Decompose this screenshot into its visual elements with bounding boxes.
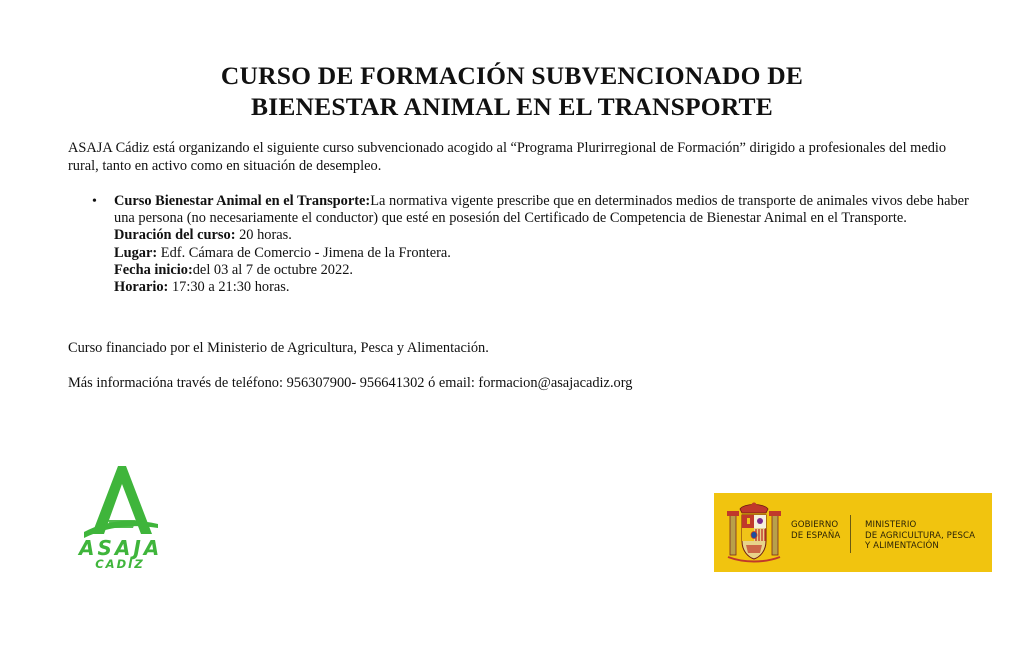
- min-line-3: Y ALIMENTACIÓN: [865, 541, 939, 551]
- course-name-label: Curso Bienestar Animal en el Transporte:: [114, 193, 371, 209]
- financed-note: Curso financiado por el Ministerio de Agricultura, Pesca y Alimentación.: [68, 340, 489, 356]
- place-label: Lugar:: [114, 244, 158, 261]
- course-description-paragraph: [114, 193, 973, 227]
- ministerio-label: [865, 520, 991, 552]
- duration-label: Duración del curso:: [114, 227, 236, 244]
- min-line-2: DE AGRICULTURA, PESCA: [865, 530, 976, 541]
- duration-value: 20 horas.: [235, 227, 292, 244]
- contact-info: Más informacióna través de teléfono: 956307900- 956641302 ó email: formacion@asajacadiz.org: [68, 375, 633, 391]
- intro-paragraph: ASAJA Cádiz está organizando el siguiente curso subvencionado acogido al “Programa Plurirregional de Formación” dirigido a profesionales del medio rural, tanto en activo como en situación de desempleo.: [68, 140, 947, 174]
- schedule-line: [114, 279, 973, 296]
- start-line: [114, 262, 973, 279]
- asaja-logo-word: ASAJA: [79, 536, 163, 560]
- gov-line-2: DE ESPAÑA: [791, 530, 841, 541]
- gobierno-espana-label: [791, 520, 849, 541]
- ministry-banner: [714, 493, 992, 572]
- bullet-dot: •: [92, 194, 97, 209]
- schedule-label: Horario:: [114, 279, 169, 296]
- asaja-logo-sub: CADIZ: [95, 557, 145, 571]
- course-details: [114, 193, 973, 296]
- start-value: del 03 al 7 de octubre 2022.: [192, 261, 353, 278]
- place-line: [114, 245, 973, 262]
- title-line-1: CURSO DE FORMACIÓN SUBVENCIONADO DE: [220, 61, 804, 90]
- schedule-value: 17:30 a 21:30 horas.: [168, 279, 290, 296]
- banner-divider: [850, 515, 851, 553]
- duration-line: [114, 227, 973, 244]
- min-line-1: MINISTERIO: [865, 520, 917, 530]
- title-line-2: BIENESTAR ANIMAL EN EL TRANSPORTE: [251, 92, 773, 121]
- place-value: Edf. Cámara de Comercio - Jimena de la Frontera.: [157, 244, 451, 261]
- start-label: Fecha inicio:: [114, 261, 193, 278]
- course-description: La normativa vigente prescribe que en determinados medios de transporte de animales vivos debe haber una persona (no necesariamente el conductor) que esté en posesión del Certificado de Competencia de Bienestar Animal en el Transporte.: [114, 193, 969, 227]
- coat-of-arms-icon: [724, 501, 784, 565]
- gov-line-1: GOBIERNO: [791, 520, 839, 530]
- course-bullet: [88, 193, 973, 296]
- document-title: [0, 60, 1024, 122]
